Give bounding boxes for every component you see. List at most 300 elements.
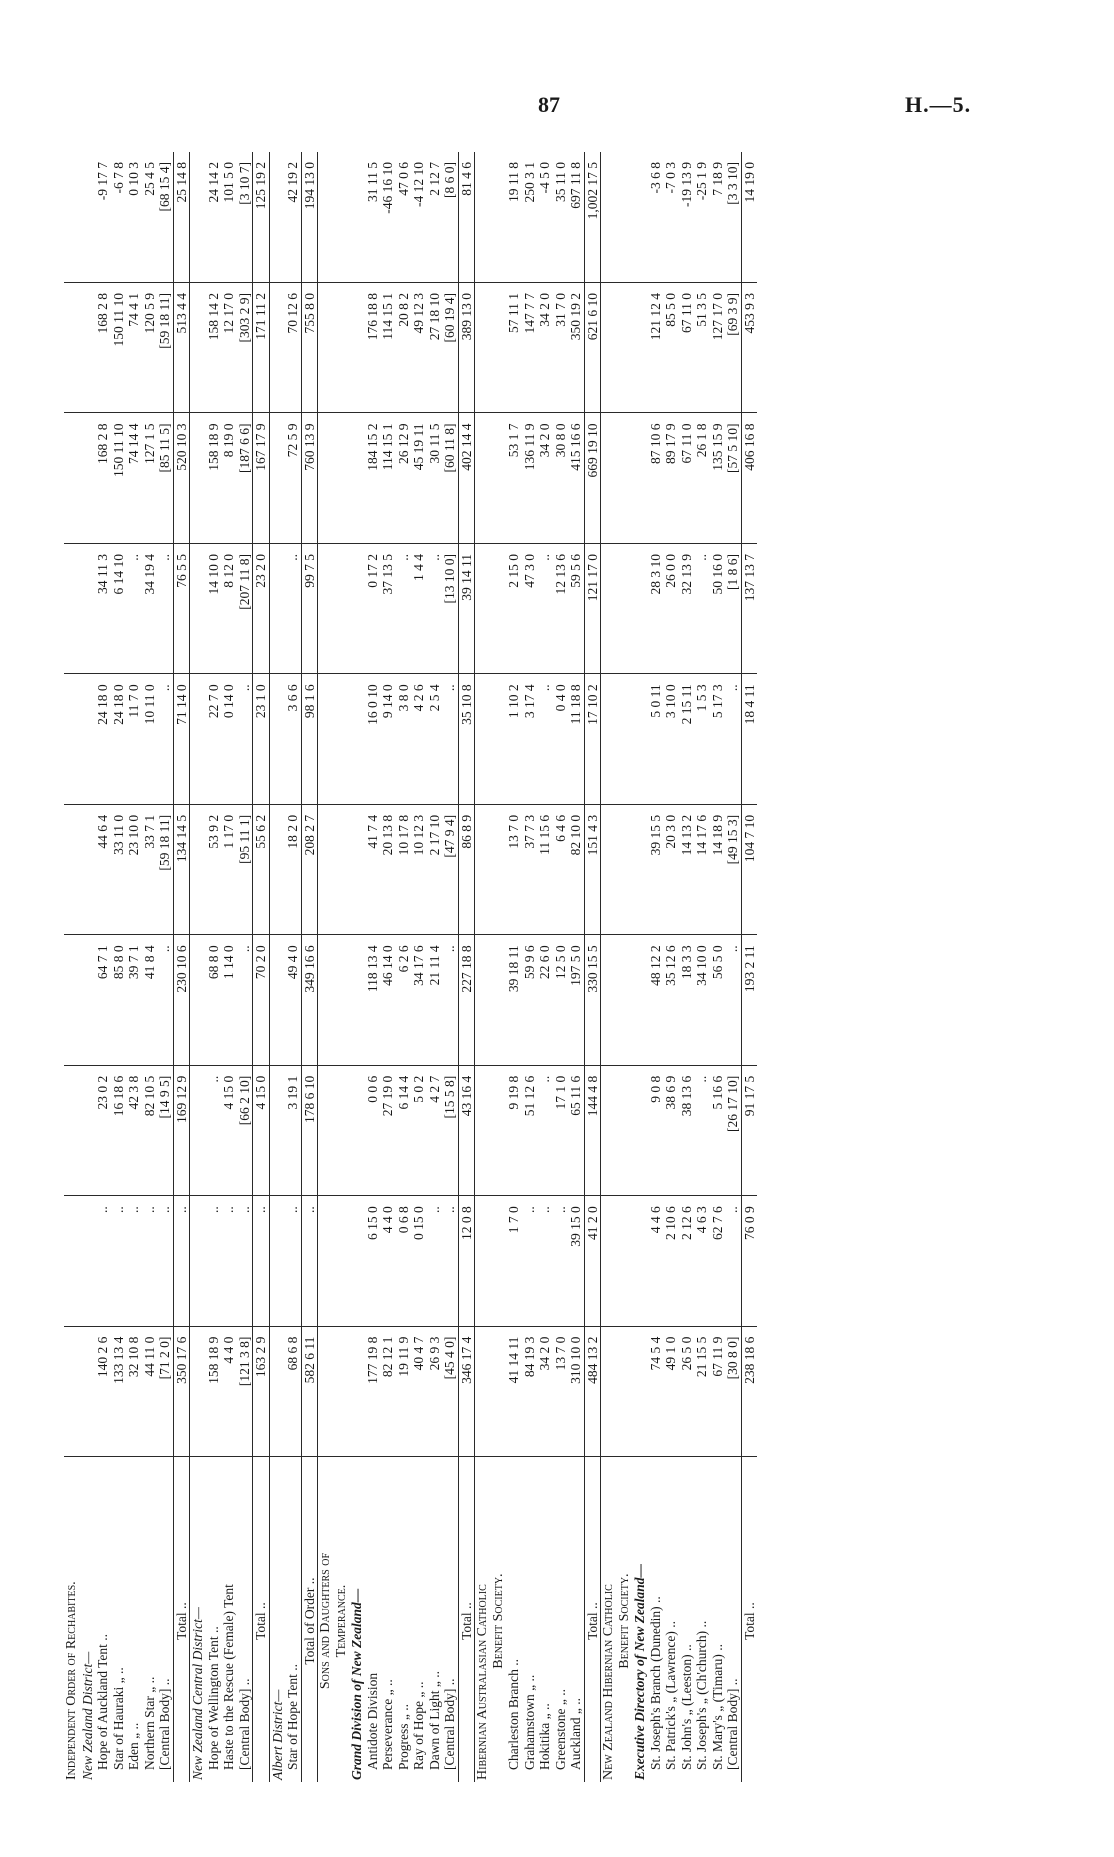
amount-value <box>491 293 507 407</box>
amount-cell <box>190 674 253 804</box>
society-name-cell <box>190 1457 253 1782</box>
amount-value: 37 7 3 <box>521 814 537 849</box>
amount-cell <box>601 935 742 1065</box>
amount-value <box>617 1076 633 1190</box>
amount-cell <box>741 1196 757 1326</box>
amount-value: 2 5 4 <box>426 684 442 712</box>
society-name-line: St. Joseph's „ (Ch'church) .. <box>694 1620 709 1770</box>
amount-value: 23 2 0 <box>253 553 268 588</box>
amount-value: 41 2 0 <box>584 1206 600 1240</box>
amount-value: 76 5 5 <box>173 553 189 588</box>
amount-value: 513 4 4 <box>173 293 189 334</box>
amount-value: 21 11 4 <box>426 945 442 986</box>
amount-value <box>318 815 334 929</box>
society-name-line: [Central Body] .. <box>157 1678 172 1770</box>
amount-value: 72 5 9 <box>285 423 300 458</box>
amount-value: 22 6 0 <box>537 945 552 980</box>
amount-value: 1 4 4 <box>411 553 426 581</box>
amount-cell <box>190 1065 253 1195</box>
amount-value: 74 14 4 <box>126 423 141 464</box>
amount-value: 39 18 11 <box>506 945 521 993</box>
amount-value: 669 19 10 <box>584 423 600 478</box>
amount-value <box>318 1206 334 1320</box>
society-name-line: Charleston Branch .. <box>506 1659 521 1770</box>
amount-cell <box>253 283 270 413</box>
amount-value: 16 0 10 <box>364 684 380 725</box>
amount-value: 167 17 9 <box>253 423 268 471</box>
amount-value <box>349 684 365 798</box>
amount-cell <box>253 543 270 673</box>
amount-value <box>64 1337 80 1451</box>
amount-value: 4 15 0 <box>253 1075 268 1110</box>
society-name-line: Benefit Society. <box>490 1573 506 1669</box>
amount-value: [95 11 1] <box>236 814 252 864</box>
amount-value: 31 7 0 <box>552 293 568 327</box>
amount-value: 150 11 10 <box>110 423 126 477</box>
amount-value: [47 9 4] <box>442 814 457 858</box>
amount-value: 137 13 7 <box>741 553 757 602</box>
amount-value <box>190 424 206 538</box>
friendly-societies-accounts-table <box>64 152 757 1782</box>
amount-value: 18 4 11 <box>741 684 757 725</box>
amount-cell <box>173 1326 190 1456</box>
table-row <box>173 152 190 1782</box>
society-name-line: Total .. <box>741 1602 757 1640</box>
table-row <box>64 152 173 1782</box>
amount-cell <box>601 1326 742 1456</box>
amount-value: 6 14 10 <box>110 553 126 595</box>
amount-value: [3 3 10] <box>725 162 740 205</box>
amount-value: .. <box>537 1206 552 1213</box>
amount-cell <box>318 283 459 413</box>
society-name-line: Perseverance „ .. <box>380 1679 395 1770</box>
amount-value <box>632 815 648 929</box>
amount-value: 34 11 3 <box>95 553 110 594</box>
amount-cell <box>253 1065 270 1195</box>
table-row <box>253 152 270 1782</box>
amount-value: 0 14 0 <box>221 684 236 719</box>
amount-cell <box>269 413 301 543</box>
amount-value: .. <box>725 1206 740 1213</box>
amount-value <box>601 1076 617 1190</box>
amount-cell <box>64 935 173 1065</box>
amount-value: 453 9 3 <box>741 293 757 334</box>
amount-value <box>491 1337 507 1451</box>
amount-value <box>64 554 80 668</box>
amount-value: [71 2 0] <box>157 1336 172 1380</box>
amount-value <box>318 945 334 1059</box>
amount-cell <box>318 1065 459 1195</box>
amount-cell <box>475 1326 585 1456</box>
amount-value: 11 7 0 <box>126 684 141 718</box>
amount-value: 34 10 0 <box>694 945 709 986</box>
amount-value <box>491 684 507 798</box>
amount-value <box>64 815 80 929</box>
amount-cell <box>741 935 757 1065</box>
society-name-line: Hope of Auckland Tent .. <box>95 1633 110 1770</box>
amount-value: 67 11 9 <box>709 1336 725 1377</box>
amount-value: -19 13 9 <box>678 162 694 207</box>
amount-value: 18 2 0 <box>285 814 300 849</box>
amount-value: 67 11 0 <box>678 423 694 464</box>
amount-cell <box>458 1326 475 1456</box>
amount-cell <box>741 413 757 543</box>
amount-cell <box>741 152 757 283</box>
amount-value <box>270 554 286 668</box>
amount-value: 135 15 9 <box>709 423 725 471</box>
society-name-line: New Zealand Hibernian Catholic <box>601 1584 616 1780</box>
amount-value: 2 15 11 <box>678 684 694 725</box>
amount-value <box>80 815 96 929</box>
amount-value: 5 17 3 <box>709 684 725 719</box>
amount-value <box>632 554 648 668</box>
amount-value: .. <box>236 1206 252 1213</box>
amount-value: 16 18 6 <box>110 1075 126 1117</box>
society-name-line: Star of Hauraki „ .. <box>110 1667 126 1770</box>
amount-value: [49 15 3] <box>725 814 740 865</box>
amount-value: 17 1 0 <box>552 1075 568 1110</box>
amount-value <box>349 554 365 668</box>
amount-cell <box>741 1326 757 1456</box>
society-name-line: St. Mary's „ (Timaru) .. <box>709 1643 725 1770</box>
amount-cell <box>269 543 301 673</box>
amount-value <box>190 945 206 1059</box>
amount-value <box>334 1206 350 1320</box>
society-name-line: St. John's „ (Leeston) .. <box>678 1644 694 1770</box>
amount-value <box>617 1206 633 1320</box>
amount-value: 7 18 9 <box>709 162 725 196</box>
amount-value: 168 2 8 <box>95 293 110 334</box>
amount-value <box>270 1206 286 1320</box>
amount-cell <box>318 152 459 283</box>
amount-value: 42 3 8 <box>126 1075 141 1110</box>
amount-value: .. <box>694 1075 709 1083</box>
amount-value: 402 14 4 <box>458 423 474 471</box>
amount-cell <box>741 1065 757 1195</box>
amount-value: [60 19 4] <box>442 293 457 343</box>
amount-value <box>64 1076 80 1190</box>
amount-value: .. <box>694 553 709 561</box>
amount-value: 120 5 9 <box>141 293 157 334</box>
amount-value: [13 10 0] <box>442 553 457 604</box>
amount-value: .. <box>221 1206 236 1213</box>
amount-value: 0 15 0 <box>411 1206 426 1240</box>
amount-value <box>318 293 334 407</box>
amount-cell <box>475 543 585 673</box>
amount-cell <box>318 935 459 1065</box>
amount-cell <box>318 1196 459 1326</box>
amount-value <box>64 684 80 798</box>
amount-value: 25 4 5 <box>141 162 157 196</box>
amount-value <box>334 554 350 668</box>
amount-value <box>190 815 206 929</box>
amount-value: 1 17 0 <box>221 814 236 849</box>
amount-value: 208 2 7 <box>301 814 317 856</box>
amount-value: .. <box>537 1075 552 1083</box>
amount-cell <box>601 152 742 283</box>
amount-value <box>334 293 350 407</box>
amount-value <box>349 1337 365 1451</box>
amount-value <box>64 945 80 1059</box>
amount-value: .. <box>552 1206 568 1213</box>
amount-cell <box>475 935 585 1065</box>
amount-value <box>632 945 648 1059</box>
amount-value: 19 11 9 <box>395 1336 411 1377</box>
amount-value: 64 7 1 <box>95 945 110 980</box>
amount-value: 12 5 0 <box>552 945 568 980</box>
amount-cell <box>301 1065 318 1195</box>
amount-value <box>80 424 96 538</box>
amount-value: 28 3 10 <box>647 553 663 595</box>
amount-value: .. <box>537 553 552 561</box>
amount-value: [66 2 10] <box>236 1075 252 1126</box>
amount-value <box>190 554 206 668</box>
amount-cell <box>601 1065 742 1195</box>
amount-value: 3 19 1 <box>285 1075 300 1110</box>
amount-value: 23 1 0 <box>253 684 268 719</box>
amount-cell <box>301 674 318 804</box>
society-name-line: Benefit Society. <box>616 1573 632 1669</box>
amount-value <box>601 424 617 538</box>
amount-value: .. <box>426 553 442 561</box>
society-name-cell <box>458 1457 475 1782</box>
amount-value <box>601 684 617 798</box>
amount-cell <box>475 804 585 934</box>
amount-value: 114 15 1 <box>380 293 395 340</box>
amount-value: 44 6 4 <box>95 814 110 849</box>
table-row <box>190 152 253 1782</box>
amount-value: 85 5 0 <box>663 293 678 327</box>
amount-value: 20 13 8 <box>380 814 395 856</box>
amount-value: 62 7 6 <box>709 1206 725 1240</box>
amount-value: [30 8 0] <box>725 1336 740 1380</box>
amount-value: 10 17 8 <box>395 814 411 856</box>
amount-value <box>190 1337 206 1451</box>
amount-value: .. <box>442 945 457 953</box>
amount-value: 2 12 6 <box>678 1206 694 1240</box>
amount-value: 582 6 11 <box>301 1336 317 1384</box>
amount-value: 9 0 8 <box>647 1075 663 1103</box>
amount-value: 415 16 6 <box>568 423 583 471</box>
amount-cell <box>190 152 253 283</box>
amount-value: 48 12 2 <box>647 945 663 986</box>
amount-value: 4 6 3 <box>694 1206 709 1234</box>
society-name-line: New Zealand District— <box>79 1651 95 1780</box>
amount-value <box>491 162 507 277</box>
amount-value <box>318 162 334 277</box>
amount-value: 40 4 7 <box>411 1336 426 1371</box>
amount-value: 755 8 0 <box>301 293 317 334</box>
amount-cell <box>269 674 301 804</box>
amount-value <box>349 815 365 929</box>
amount-value <box>475 162 491 277</box>
amount-cell <box>301 413 318 543</box>
amount-value <box>64 1206 80 1320</box>
amount-value: 35 11 0 <box>552 162 568 202</box>
amount-cell <box>190 543 253 673</box>
amount-cell <box>584 674 601 804</box>
amount-value: 33 11 0 <box>110 814 126 855</box>
amount-value: [8 6 0] <box>442 162 457 198</box>
amount-value <box>270 1337 286 1451</box>
amount-value: 171 11 2 <box>253 293 268 340</box>
amount-value: 4 4 0 <box>380 1206 395 1234</box>
amount-value: 35 12 6 <box>663 945 678 986</box>
amount-value: 230 10 6 <box>173 945 189 993</box>
amount-value: 8 19 0 <box>221 423 236 458</box>
amount-value: 227 18 8 <box>458 945 474 993</box>
amount-value <box>349 1076 365 1190</box>
amount-cell <box>458 674 475 804</box>
amount-cell <box>64 1196 173 1326</box>
amount-value: 389 13 0 <box>458 293 474 341</box>
amount-value <box>617 554 633 668</box>
amount-value: 50 16 0 <box>709 553 725 595</box>
amount-cell <box>584 1326 601 1456</box>
society-name-line: Hope of Wellington Tent .. <box>205 1626 221 1770</box>
amount-cell <box>269 1196 301 1326</box>
amount-value: 9 14 0 <box>380 684 395 719</box>
amount-cell <box>458 283 475 413</box>
amount-value: 33 7 1 <box>141 814 157 849</box>
amount-cell <box>301 1326 318 1456</box>
amount-value <box>334 424 350 538</box>
amount-cell <box>190 1196 253 1326</box>
society-name-line: Antidote Division <box>364 1672 380 1770</box>
amount-value: 74 5 4 <box>647 1336 663 1371</box>
amount-value: 30 8 0 <box>552 423 568 458</box>
amount-value <box>190 1206 206 1320</box>
table-row <box>458 152 475 1782</box>
amount-value: 76 0 9 <box>741 1206 757 1240</box>
amount-value: 2 10 6 <box>663 1206 678 1240</box>
amount-value: -3 6 8 <box>647 162 663 194</box>
amount-value: -25 1 9 <box>694 162 709 201</box>
amount-value: [303 2 9] <box>236 293 252 343</box>
amount-value <box>491 1076 507 1190</box>
amount-value: 1 14 0 <box>221 945 236 980</box>
amount-cell <box>253 1326 270 1456</box>
amount-value: 118 13 4 <box>364 945 380 993</box>
amount-value: 74 4 1 <box>126 293 141 327</box>
amount-cell <box>301 804 318 934</box>
amount-value <box>349 1206 365 1320</box>
society-name-line: St. Patrick's „ (Lawrence) .. <box>663 1620 678 1770</box>
amount-value: 56 5 0 <box>709 945 725 980</box>
amount-value: 39 15 0 <box>568 1206 583 1247</box>
amount-value: 1 5 3 <box>694 684 709 712</box>
society-name-line: Grand Division of New Zealand— <box>349 1588 364 1780</box>
amount-value: 41 8 4 <box>141 945 157 980</box>
amount-value <box>632 293 648 407</box>
amount-cell <box>318 804 459 934</box>
amount-value: 70 12 6 <box>285 293 300 334</box>
amount-value: 24 18 0 <box>95 684 110 725</box>
amount-cell <box>584 935 601 1065</box>
amount-value: 37 13 5 <box>380 553 395 595</box>
amount-value <box>632 1337 648 1451</box>
amount-value <box>475 424 491 538</box>
amount-value <box>349 424 365 538</box>
amount-value: 25 14 8 <box>173 162 189 203</box>
amount-cell <box>458 413 475 543</box>
amount-value: 169 12 9 <box>173 1075 189 1124</box>
amount-cell <box>64 283 173 413</box>
amount-value: 158 18 9 <box>205 1336 221 1384</box>
amount-value: 68 6 8 <box>285 1336 300 1371</box>
amount-value: 99 7 5 <box>301 553 317 588</box>
amount-value <box>270 162 286 277</box>
amount-value <box>632 1076 648 1190</box>
amount-value <box>491 424 507 538</box>
amount-cell <box>475 413 585 543</box>
amount-value: [15 5 8] <box>442 1075 457 1119</box>
amount-value <box>475 293 491 407</box>
amount-value: -6 7 8 <box>110 162 126 194</box>
amount-value <box>349 945 365 1059</box>
amount-value: 21 15 5 <box>694 1336 709 1378</box>
amount-value: [60 11 8] <box>442 423 457 473</box>
amount-cell <box>741 804 757 934</box>
society-name-line: Independent Order of Rechabites. <box>64 1581 79 1780</box>
amount-value: 38 6 9 <box>663 1075 678 1110</box>
amount-value: 70 2 0 <box>253 945 268 980</box>
amount-value <box>80 1076 96 1190</box>
amount-cell <box>269 935 301 1065</box>
amount-value: 24 14 2 <box>205 162 221 203</box>
amount-value <box>334 684 350 798</box>
amount-value <box>491 815 507 929</box>
society-name-line: Star of Hope Tent .. <box>285 1663 300 1770</box>
amount-value: 68 8 0 <box>205 945 221 980</box>
amount-cell <box>269 1326 301 1456</box>
amount-value <box>334 162 350 277</box>
amount-value: 9 19 8 <box>506 1075 521 1110</box>
amount-value: 47 0 6 <box>395 162 411 196</box>
amount-cell <box>318 674 459 804</box>
amount-value: 32 13 9 <box>678 553 694 595</box>
amount-value: 44 11 0 <box>141 1336 157 1377</box>
amount-value: 13 7 0 <box>552 1336 568 1371</box>
amount-value: 55 6 2 <box>253 814 268 849</box>
society-name-cell <box>301 1457 318 1782</box>
amount-value: 23 0 2 <box>95 1075 110 1110</box>
amount-value <box>601 1206 617 1320</box>
amount-cell <box>190 935 253 1065</box>
society-name-cell <box>741 1457 757 1782</box>
amount-value: 0 17 2 <box>364 553 380 588</box>
amount-value: .. <box>157 684 172 692</box>
amount-cell <box>584 283 601 413</box>
amount-value: .. <box>157 945 172 953</box>
amount-value <box>318 1337 334 1451</box>
amount-value: 26 1 8 <box>694 423 709 458</box>
society-name-cell <box>601 1457 742 1782</box>
amount-value <box>617 424 633 538</box>
amount-value: 19 11 8 <box>506 162 521 202</box>
amount-value: 91 17 5 <box>741 1075 757 1117</box>
table-row <box>301 152 318 1782</box>
table-row <box>741 152 757 1782</box>
amount-cell <box>301 152 318 283</box>
amount-value: 32 10 8 <box>126 1336 141 1378</box>
table-row <box>475 152 585 1782</box>
amount-value: 197 5 0 <box>568 945 583 986</box>
amount-value: 41 7 4 <box>364 814 380 849</box>
amount-value: 5 0 2 <box>411 1075 426 1103</box>
amount-value: .. <box>285 553 300 561</box>
amount-value <box>80 945 96 1059</box>
